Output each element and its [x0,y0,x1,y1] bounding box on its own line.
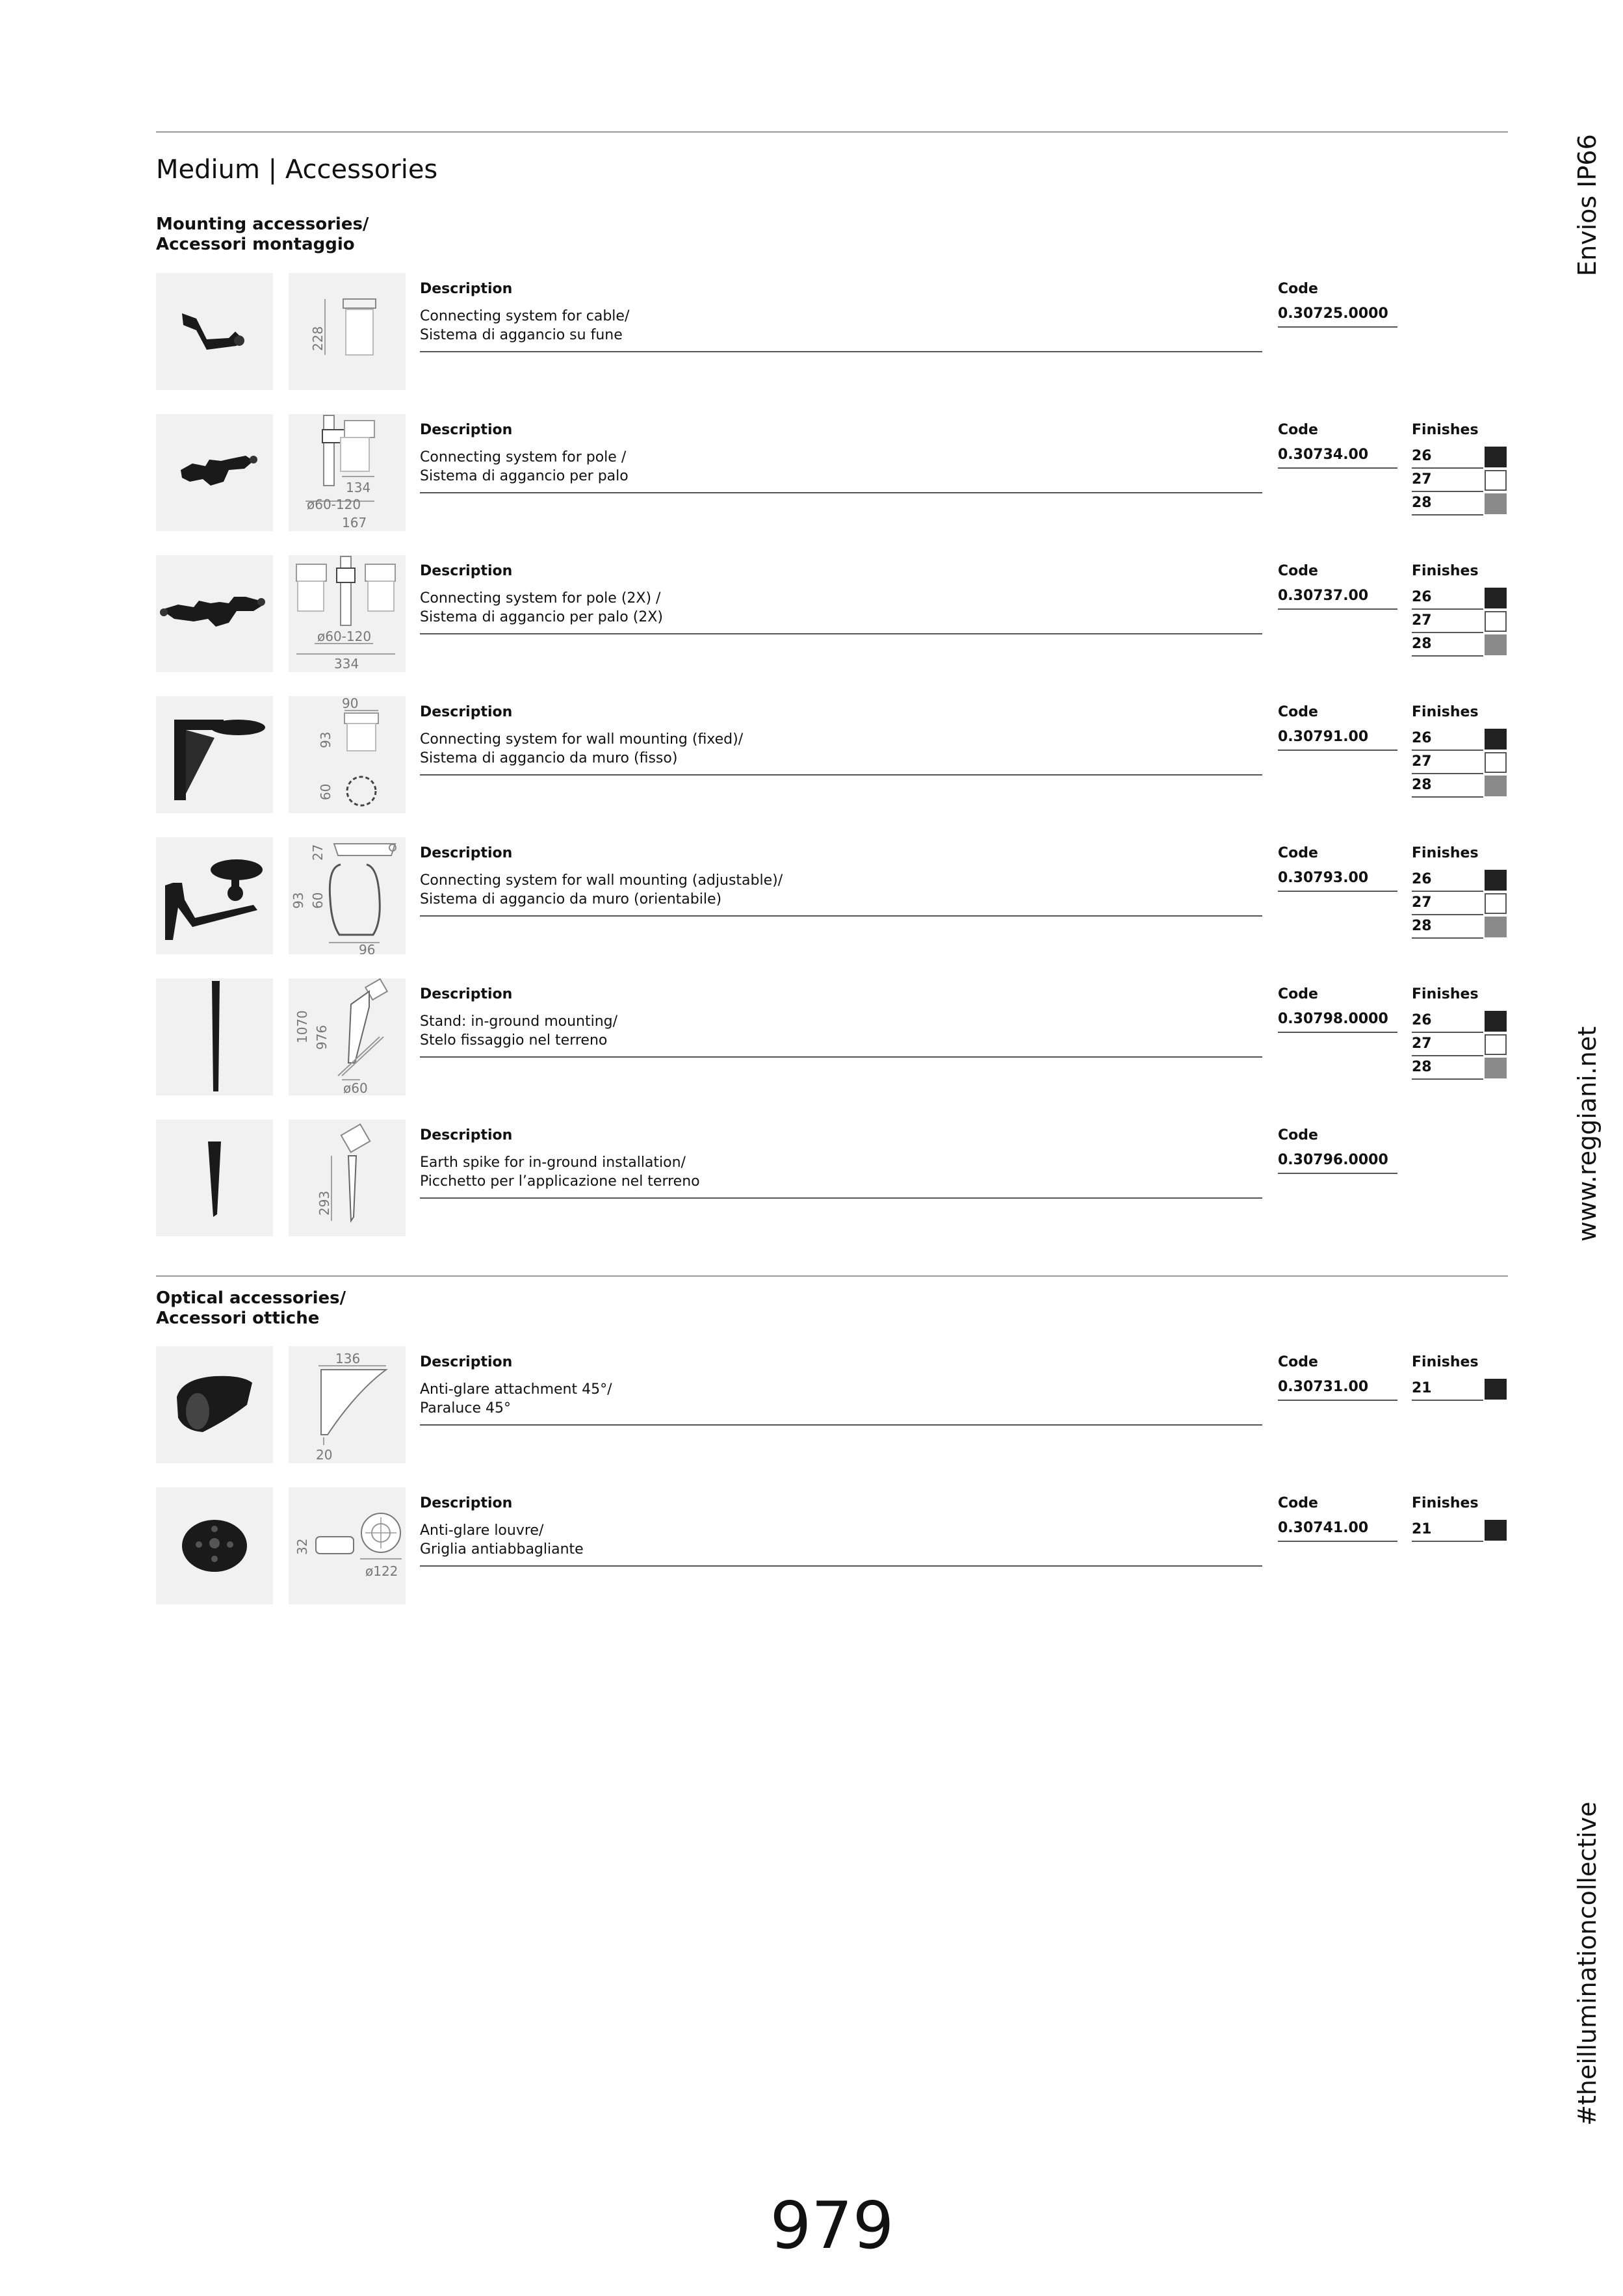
finish-swatch-grey [1485,1058,1507,1078]
finish-code: 21 [1412,1521,1432,1537]
description-en: Connecting system for wall mounting (adjustable)/ [420,872,783,889]
top-rule [156,131,1508,133]
technical-drawing [289,414,406,531]
finish-code: 28 [1412,1059,1432,1075]
dimension-label: ø60-120 [317,629,372,644]
description-underline [420,915,1262,917]
finish-code: 27 [1412,894,1432,911]
description-text [420,871,783,909]
description-en: Connecting system for cable/ [420,308,630,324]
dimension-label: 60 [310,892,326,909]
product-photo [156,273,273,390]
code-label: Code [1278,1495,1318,1511]
finish-code: 28 [1412,636,1432,652]
technical-drawing [289,837,406,954]
technical-drawing [289,273,406,390]
description-label: Description [420,845,513,861]
description-en: Earth spike for in-ground installation/ [420,1155,686,1171]
side-label-hashtag: #theilluminationcollective [1573,1801,1602,2126]
dimension-label: 93 [291,892,306,909]
description-underline [420,351,1262,352]
description-text [420,1380,612,1418]
code-underline [1278,1032,1397,1033]
finish-code: 27 [1412,753,1432,770]
product-row-cable [156,273,1508,390]
code-underline [1278,891,1397,892]
finish-code: 26 [1412,1012,1432,1028]
description-it: Sistema di aggancio per palo (2X) [420,609,663,625]
page-number: 979 [770,2187,894,2263]
section-rule [156,1275,1508,1277]
dimension-label: 93 [318,731,333,748]
product-code: 0.30734.00 [1278,447,1369,463]
finish-swatch-black [1485,588,1507,608]
finishes-label: Finishes [1412,563,1479,579]
dimension-label: 20 [316,1447,333,1463]
description-en: Anti-glare louvre/ [420,1522,544,1539]
finish-swatch-grey [1485,917,1507,937]
technical-drawing [289,555,406,672]
dimension-label: 167 [342,515,367,530]
dimension-label: 60 [318,783,333,800]
technical-drawing [289,978,406,1095]
finish-code: 26 [1412,871,1432,887]
description-en: Connecting system for pole / [420,449,627,465]
product-row-wall-adjustable [156,837,1508,954]
finish-swatch-black [1485,1011,1507,1032]
product-code: 0.30737.00 [1278,588,1369,604]
section-title-en: Optical accessories/ [156,1288,346,1308]
dimension-label: 293 [317,1190,332,1216]
finish-swatch-white [1485,1034,1507,1055]
code-underline [1278,1400,1397,1401]
product-code: 0.30731.00 [1278,1379,1369,1395]
code-label: Code [1278,845,1318,861]
finish-code: 28 [1412,495,1432,511]
finish-underline [1412,467,1483,469]
finish-underline [1412,655,1483,657]
finishes-label: Finishes [1412,422,1479,438]
finish-underline [1412,514,1483,515]
description-underline [420,633,1262,634]
product-photo [156,555,273,672]
product-photo [156,696,273,813]
description-text [420,307,629,345]
section-title-it: Accessori montaggio [156,235,355,254]
code-underline [1278,326,1397,328]
description-it: Picchetto per l’applicazione nel terreno [420,1173,700,1190]
side-label-website: www.reggiani.net [1573,1026,1602,1242]
description-it: Sistema di aggancio per palo [420,468,629,484]
finish-swatch-black [1485,729,1507,750]
code-label: Code [1278,1127,1318,1143]
finish-underline [1412,937,1483,939]
finishes-label: Finishes [1412,704,1479,720]
finish-code: 28 [1412,777,1432,793]
dimension-label: ø122 [365,1563,398,1579]
product-row-anti-glare-louvre [156,1487,1508,1604]
finish-code: 27 [1412,1036,1432,1052]
product-code: 0.30741.00 [1278,1520,1369,1536]
product-photo [156,978,273,1095]
description-label: Description [420,563,513,579]
product-photo [156,1119,273,1236]
finish-code: 28 [1412,918,1432,934]
code-label: Code [1278,1354,1318,1370]
finish-code: 26 [1412,448,1432,464]
description-label: Description [420,1495,513,1511]
product-photo [156,837,273,954]
product-row-pole [156,414,1508,531]
finish-underline [1412,632,1483,633]
dimension-label: 1070 [294,1010,310,1043]
product-photo [156,1487,273,1604]
finishes-label: Finishes [1412,845,1479,861]
finish-swatch-grey [1485,493,1507,514]
dimension-label: 228 [310,326,326,351]
product-row-pole-2x [156,555,1508,672]
finish-underline [1412,891,1483,892]
product-row-wall-fixed [156,696,1508,813]
finish-swatch-black [1485,447,1507,467]
technical-drawing [289,696,406,813]
code-underline [1278,608,1397,610]
finish-underline [1412,1541,1483,1542]
description-it: Sistema di aggancio da muro (fisso) [420,750,678,766]
product-row-stand [156,978,1508,1095]
finish-swatch-white [1485,470,1507,491]
dimension-label: 334 [334,656,359,672]
product-row-earth-spike [156,1119,1508,1236]
technical-drawing [289,1119,406,1236]
description-text [420,448,629,486]
finish-underline [1412,750,1483,751]
description-underline [420,774,1262,776]
section-title-optical [156,1288,346,1329]
finish-code: 26 [1412,730,1432,746]
description-it: Sistema di aggancio da muro (orientabile) [420,891,722,907]
technical-drawing [289,1487,406,1604]
description-it: Stelo fissaggio nel terreno [420,1032,608,1049]
technical-drawing [289,1346,406,1463]
description-label: Description [420,986,513,1002]
description-underline [420,492,1262,493]
description-label: Description [420,281,513,297]
finish-code: 27 [1412,471,1432,488]
finish-underline [1412,1400,1483,1401]
description-en: Connecting system for pole (2X) / [420,590,661,607]
side-label-product: Envios IP66 [1573,134,1602,276]
dimension-label: 976 [314,1024,330,1050]
product-code: 0.30793.00 [1278,870,1369,886]
finish-swatch-black [1485,1379,1507,1400]
finishes-label: Finishes [1412,1354,1479,1370]
description-label: Description [420,1127,513,1143]
finish-underline [1412,1055,1483,1056]
description-en: Connecting system for wall mounting (fixed)/ [420,731,744,748]
description-text [420,1012,617,1050]
finish-underline [1412,608,1483,610]
description-text [420,1153,700,1191]
finishes-label: Finishes [1412,986,1479,1002]
dimension-label: 136 [335,1351,361,1366]
finish-underline [1412,796,1483,798]
product-code: 0.30796.0000 [1278,1152,1388,1168]
product-photo [156,1346,273,1463]
code-label: Code [1278,986,1318,1002]
finishes-label: Finishes [1412,1495,1479,1511]
finish-swatch-grey [1485,776,1507,796]
product-photo [156,414,273,531]
code-label: Code [1278,563,1318,579]
description-underline [420,1197,1262,1199]
finish-swatch-white [1485,752,1507,773]
description-text [420,730,743,768]
section-title-en: Mounting accessories/ [156,215,369,234]
description-label: Description [420,704,513,720]
dimension-label: 134 [346,480,371,495]
finish-swatch-grey [1485,634,1507,655]
finish-underline [1412,1032,1483,1033]
finish-swatch-white [1485,893,1507,914]
finish-swatch-black [1485,1520,1507,1541]
finish-code: 27 [1412,612,1432,629]
description-it: Griglia antiabbagliante [420,1541,584,1558]
description-it: Paraluce 45° [420,1400,511,1416]
description-en: Anti-glare attachment 45°/ [420,1381,612,1398]
description-label: Description [420,1354,513,1370]
finish-code: 26 [1412,589,1432,605]
finish-swatch-black [1485,870,1507,891]
code-label: Code [1278,704,1318,720]
code-underline [1278,467,1397,469]
description-underline [420,1056,1262,1058]
description-text [420,1521,584,1559]
product-code: 0.30725.0000 [1278,306,1388,322]
description-underline [420,1424,1262,1426]
product-row-anti-glare-attachment [156,1346,1508,1463]
dimension-label: 32 [294,1538,310,1555]
dimension-label: 90 [342,696,359,711]
dimension-label: 27 [310,844,326,861]
finish-underline [1412,1078,1483,1080]
dimension-label: ø60-120 [307,497,361,512]
code-label: Code [1278,281,1318,297]
finish-underline [1412,914,1483,915]
product-code: 0.30791.00 [1278,729,1369,745]
description-it: Sistema di aggancio su fune [420,327,623,343]
description-en: Stand: in-ground mounting/ [420,1013,618,1030]
description-text [420,589,663,627]
code-underline [1278,1541,1397,1542]
finish-code: 21 [1412,1380,1432,1396]
finish-underline [1412,491,1483,492]
section-title-mounting [156,215,369,255]
code-underline [1278,1173,1397,1174]
description-label: Description [420,422,513,438]
finish-underline [1412,773,1483,774]
page-title: Medium | Accessories [156,155,438,185]
code-underline [1278,750,1397,751]
dimension-label: ø60 [343,1080,368,1095]
finish-swatch-white [1485,611,1507,632]
product-code: 0.30798.0000 [1278,1011,1388,1027]
description-underline [420,1565,1262,1567]
code-label: Code [1278,422,1318,438]
section-title-it: Accessori ottiche [156,1309,320,1328]
dimension-label: 96 [359,942,376,954]
